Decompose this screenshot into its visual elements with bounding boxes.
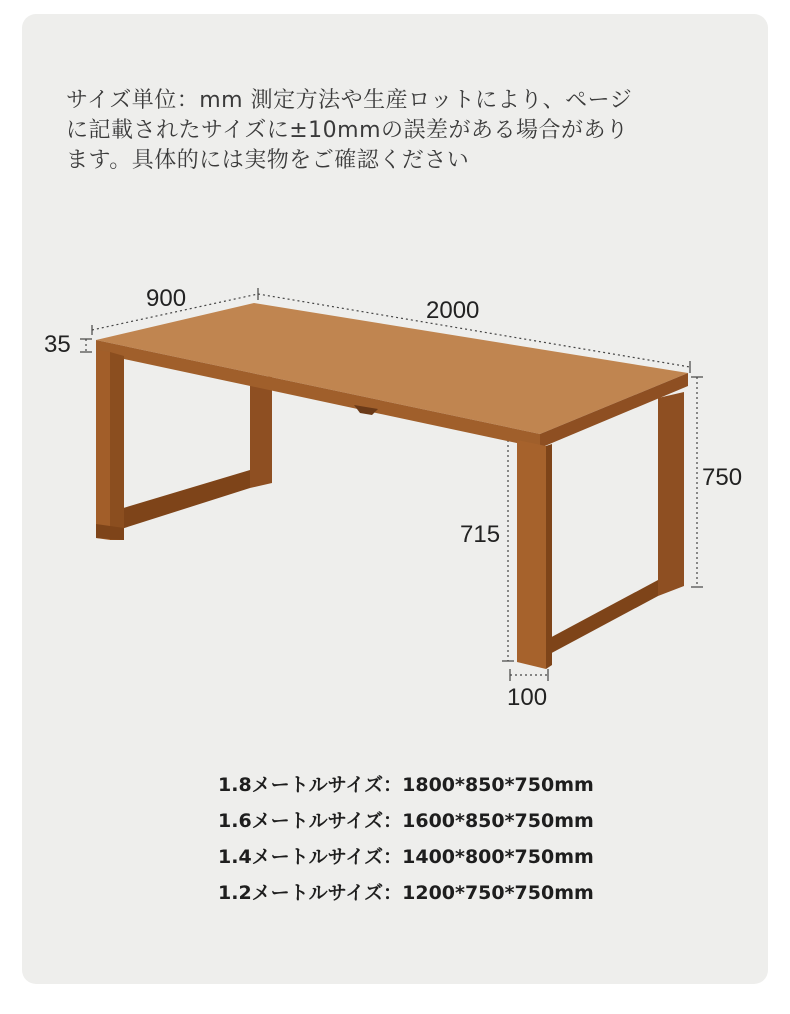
leg-height-label: 715 bbox=[460, 521, 501, 548]
size-list bbox=[218, 770, 594, 914]
depth-label: 900 bbox=[146, 285, 187, 312]
size-option: 1.8メートルサイズ：1800*850*750mm bbox=[218, 774, 594, 796]
front-left-leg bbox=[96, 350, 124, 540]
top-thickness-label: 35 bbox=[44, 331, 71, 358]
size-option: 1.6メートルサイズ：1600*850*750mm bbox=[218, 810, 594, 832]
front-right-leg bbox=[517, 440, 552, 669]
leg-width-label: 100 bbox=[507, 684, 548, 711]
size-option: 1.4メートルサイズ：1400*800*750mm bbox=[218, 846, 594, 868]
size-note: サイズ単位：mm 測定方法や生産ロットにより、ページに記載されたサイズに±10mmの誤差がある場合があります。具体的には実物をご確認ください bbox=[66, 88, 633, 173]
table-top bbox=[96, 303, 688, 448]
height-label: 750 bbox=[702, 464, 743, 491]
width-label: 2000 bbox=[426, 297, 480, 324]
size-option: 1.2メートルサイズ：1200*750*750mm bbox=[218, 882, 594, 904]
back-left-leg-frame bbox=[110, 376, 272, 530]
